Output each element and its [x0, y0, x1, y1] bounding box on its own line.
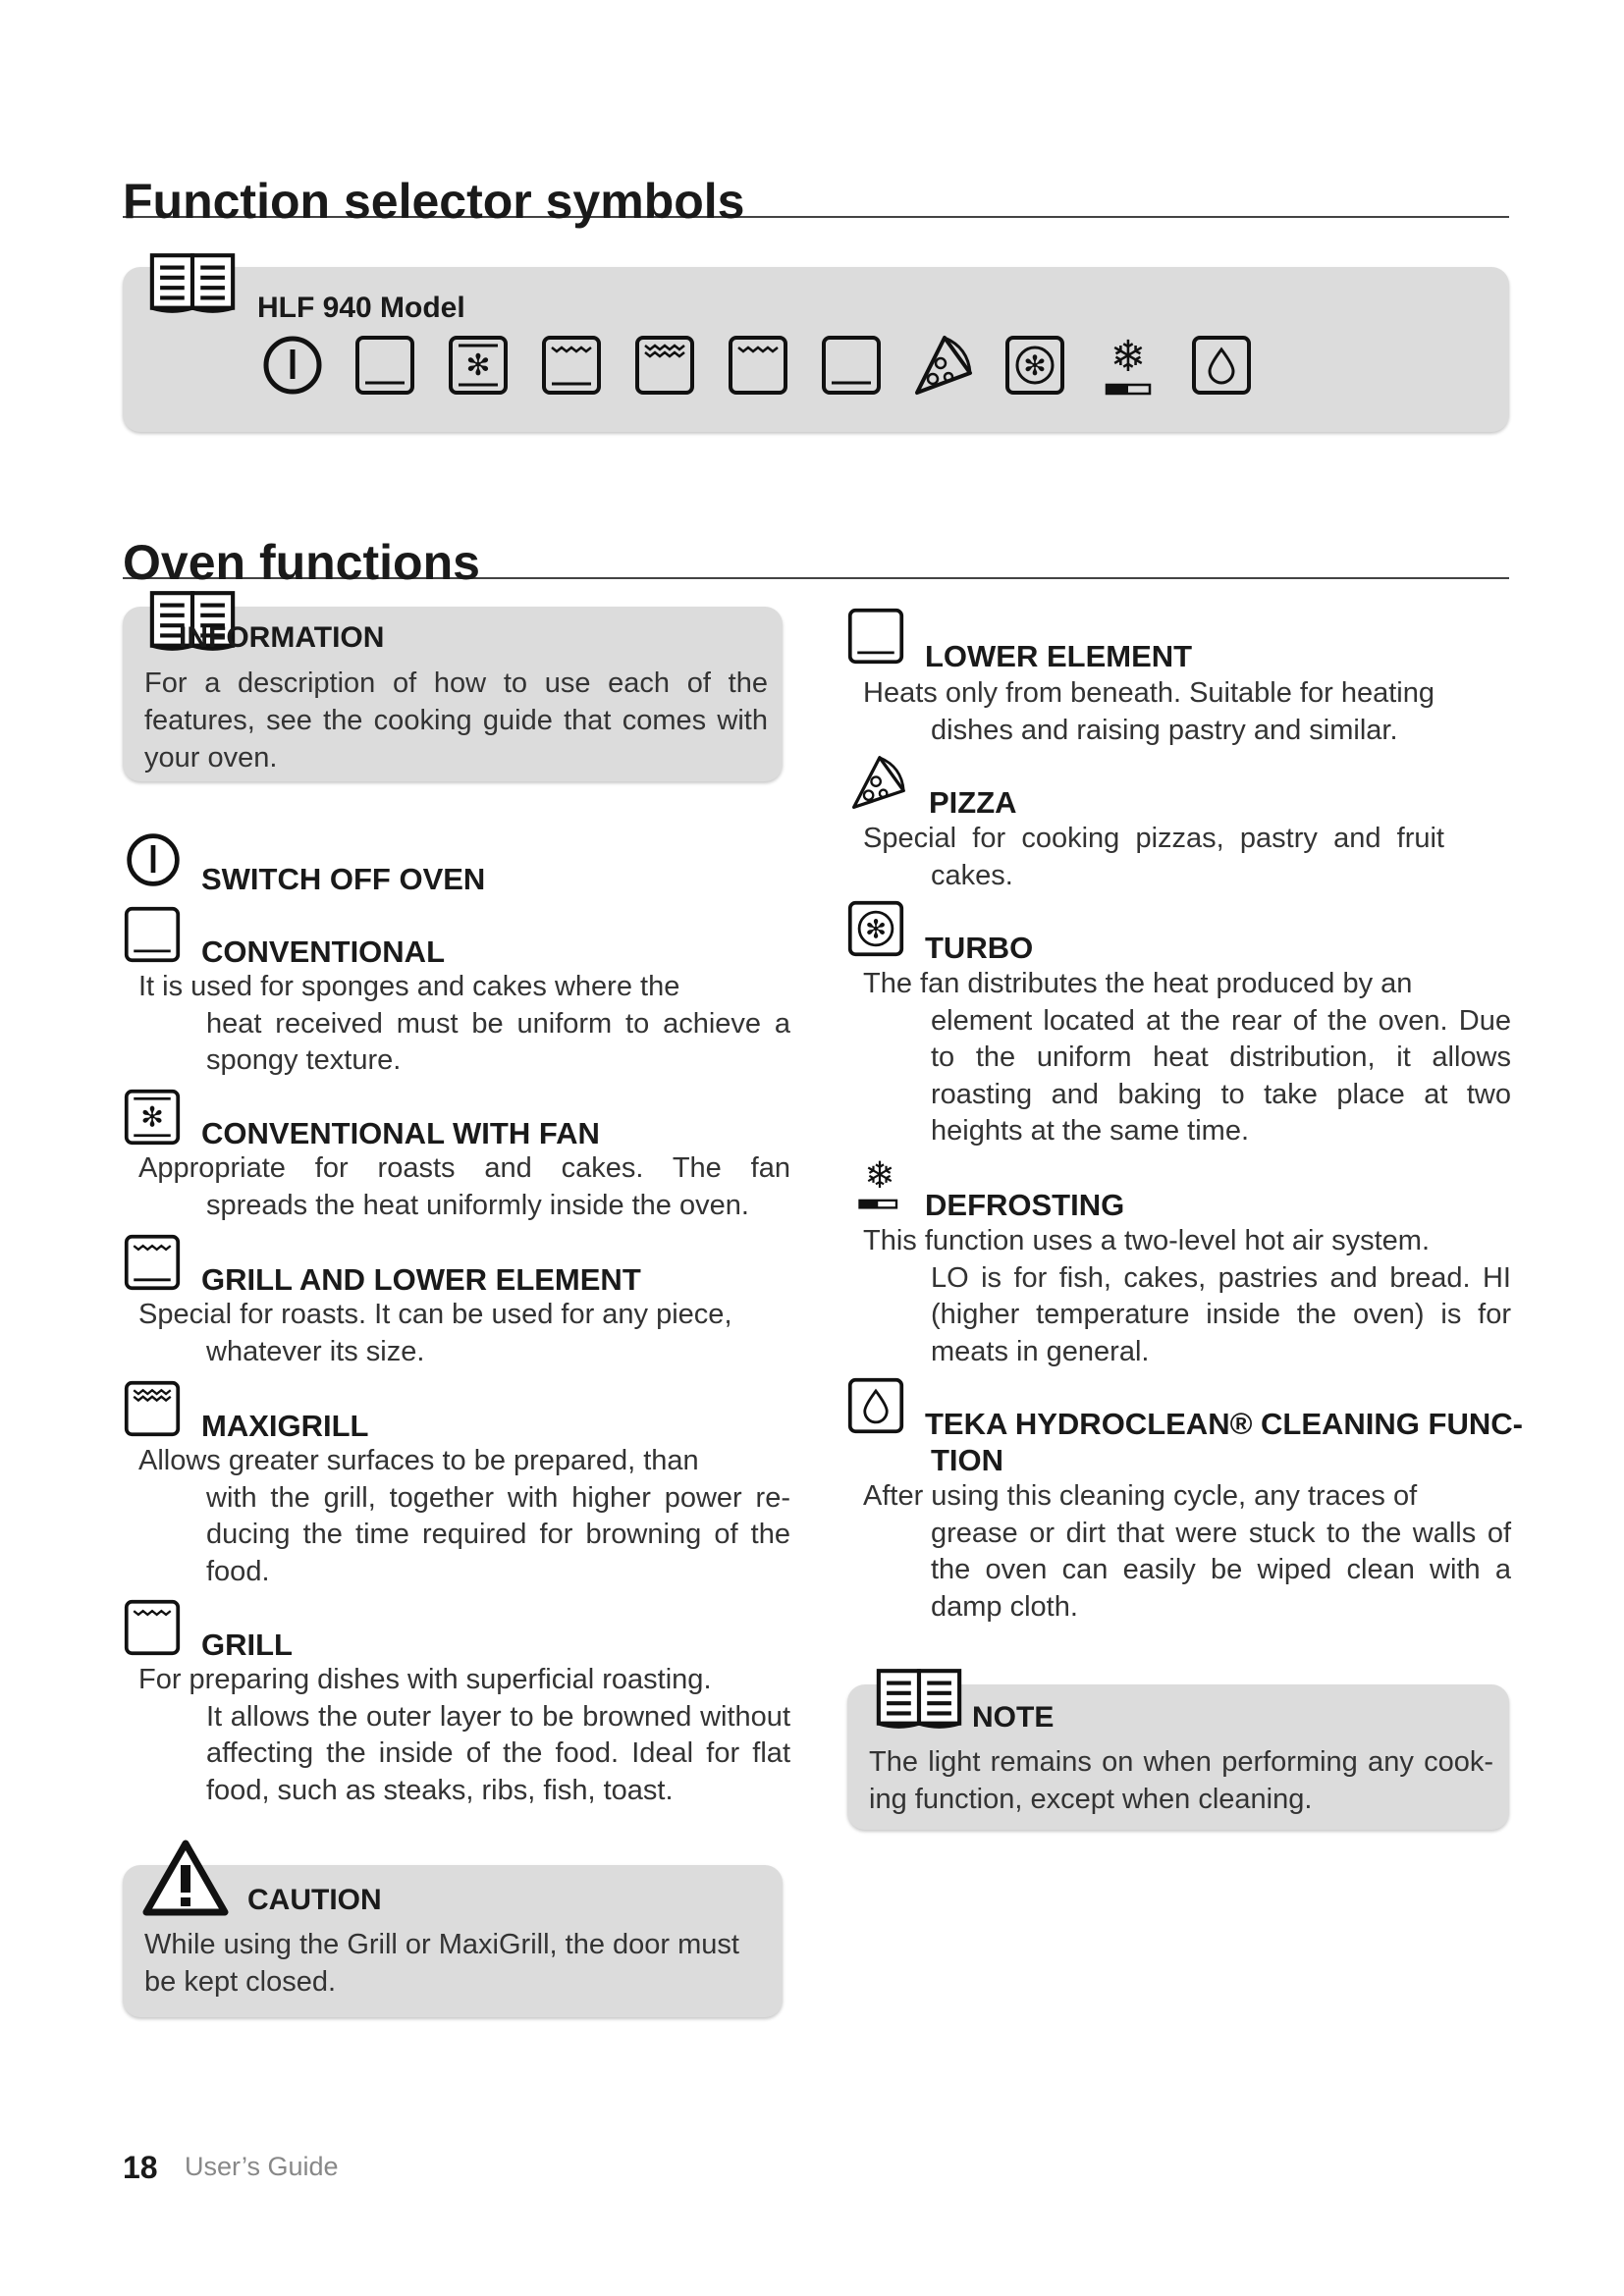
information-text: For a description of how to use each of the features, see the cooking guide that comes with your oven.: [144, 667, 768, 774]
hydroclean-desc-rest: grease or dirt that were stuck to the walls of the oven can easily be wiped clean with a damp cloth.: [931, 1517, 1511, 1623]
turbo-desc-first: The fan distributes the heat produced by an: [863, 968, 1413, 999]
functions-heading: [123, 528, 1509, 590]
page-number: 18: [123, 2150, 158, 2185]
turbo-title: TURBO: [925, 931, 1034, 965]
defrosting-desc-first: This function uses a two-level hot air system.: [863, 1225, 1431, 1256]
book-icon: [147, 247, 238, 318]
conventional-description: [138, 969, 790, 1080]
symbols-heading: [123, 167, 1509, 229]
power-off-icon: [261, 334, 324, 397]
turbo-description: [863, 966, 1511, 1150]
grill-list-icon: [123, 1598, 182, 1657]
lower-element-desc-rest: dishes and raising pastry and similar.: [931, 714, 1398, 746]
grill-title: GRILL: [201, 1628, 293, 1662]
conventional-desc-rest: heat received must be uniform to achieve a spongy texture.: [206, 1007, 790, 1076]
hydroclean-list-icon: [846, 1376, 905, 1435]
turbo-icon: [1003, 334, 1066, 397]
symbols-heading-text: Function selector symbols: [123, 174, 745, 229]
conventional-fan-icon: [447, 334, 510, 397]
maxigrill-description: [138, 1443, 790, 1590]
svg-text:❄: ❄: [864, 1154, 895, 1197]
conv-fan-desc-rest: spreads the heat uniformly inside the oven.: [206, 1189, 749, 1221]
lower-element-icon: [353, 334, 416, 397]
conventional-fan-list-icon: [123, 1088, 182, 1147]
footer-label: User’s Guide: [185, 2152, 339, 2181]
conv-fan-description: [138, 1150, 790, 1224]
note-title: NOTE: [972, 1701, 1055, 1734]
grill-lower-desc-rest: whatever its size.: [206, 1335, 425, 1367]
grill-desc-rest: It allows the outer layer to be browned without affecting the inside of the food. Ideal for flat food, such as steaks, ribs, fish, toast.: [206, 1700, 790, 1806]
grill-lower-description: [138, 1297, 790, 1370]
pizza-icon: [911, 334, 974, 397]
hydroclean-icon: [1190, 334, 1253, 397]
grill-description: [138, 1662, 790, 1809]
pizza-description: [863, 821, 1444, 894]
grill-lower-list-icon: [123, 1233, 182, 1292]
maxigrill-icon: [633, 334, 696, 397]
turbo-list-icon: [846, 899, 905, 958]
defrosting-list-icon: [852, 1154, 911, 1213]
svg-text:✻: ✻: [140, 1100, 164, 1134]
pizza-title: PIZZA: [929, 785, 1017, 820]
svg-text:✻: ✻: [865, 915, 887, 945]
lower-element-description: [863, 675, 1511, 749]
note-book-icon: [874, 1663, 964, 1734]
svg-text:✻: ✻: [1023, 349, 1047, 382]
pizza-desc-first: Special for cooking pizzas, pastry and fruit: [863, 823, 1444, 854]
conventional-list-icon: [123, 905, 182, 964]
lower-element-title: LOWER ELEMENT: [925, 639, 1193, 673]
hydroclean-description: [863, 1478, 1511, 1626]
lower-element-desc-first: Heats only from beneath. Suitable for heating: [863, 677, 1435, 709]
defrosting-desc-rest: LO is for fish, cakes, pastries and bread. HI (higher temperature inside the oven) is for meats in general.: [931, 1261, 1511, 1367]
note-text: The light remains on when performing any cook-ing function, except when cleaning.: [869, 1746, 1493, 1815]
information-title: INFORMATION: [179, 621, 385, 654]
conv-fan-title: CONVENTIONAL WITH FAN: [201, 1116, 600, 1150]
caution-text: While using the Grill or MaxiGrill, the door must be kept closed.: [144, 1929, 739, 1998]
conventional-title: CONVENTIONAL: [201, 934, 445, 969]
lower-element-list-icon: [846, 607, 905, 666]
maxigrill-desc-first: Allows greater surfaces to be prepared, than: [138, 1445, 699, 1476]
conv-fan-desc-first: Appropriate for roasts and cakes. The fan: [138, 1152, 790, 1184]
grill-lower-desc-first: Special for roasts. It can be used for any piece,: [138, 1299, 732, 1330]
defrosting-title: DEFROSTING: [925, 1188, 1125, 1222]
grill-desc-first: For preparing dishes with superficial roasting.: [138, 1664, 712, 1695]
conventional-icon: [820, 334, 883, 397]
model-title: HLF 940 Model: [257, 292, 465, 324]
svg-text:❄: ❄: [1110, 334, 1147, 382]
maxigrill-desc-rest: with the grill, together with higher power re-ducing the time required for browning of the food.: [206, 1481, 790, 1587]
caution-title: CAUTION: [247, 1884, 382, 1916]
grill-icon: [727, 334, 789, 397]
defrosting-icon: [1097, 334, 1160, 397]
warning-icon: [140, 1838, 231, 1918]
pizza-desc-rest: cakes.: [931, 859, 1013, 891]
switch-off-title: SWITCH OFF OVEN: [201, 862, 486, 896]
hydroclean-desc-first: After using this cleaning cycle, any traces of: [863, 1480, 1418, 1512]
switch-off-icon: [124, 830, 183, 889]
svg-text:✻: ✻: [465, 348, 491, 383]
turbo-desc-rest: element located at the rear of the oven. Due to the uniform heat distribution, it allows roasting and baking to take place at two heights at the same time.: [931, 1004, 1511, 1147]
functions-heading-text: Oven functions: [123, 535, 480, 590]
defrosting-description: [863, 1223, 1511, 1370]
maxigrill-title: MAXIGRILL: [201, 1409, 369, 1443]
conventional-desc-first: It is used for sponges and cakes where the: [138, 971, 680, 1002]
hydroclean-title-line2: TION: [931, 1443, 1004, 1477]
maxigrill-list-icon: [123, 1379, 182, 1438]
hydroclean-title-line1: TEKA HYDROCLEAN® CLEANING FUNC-: [925, 1407, 1523, 1441]
grill-lower-title: GRILL AND LOWER ELEMENT: [201, 1262, 641, 1297]
grill-lower-element-icon: [540, 334, 603, 397]
pizza-list-icon: [848, 754, 907, 813]
